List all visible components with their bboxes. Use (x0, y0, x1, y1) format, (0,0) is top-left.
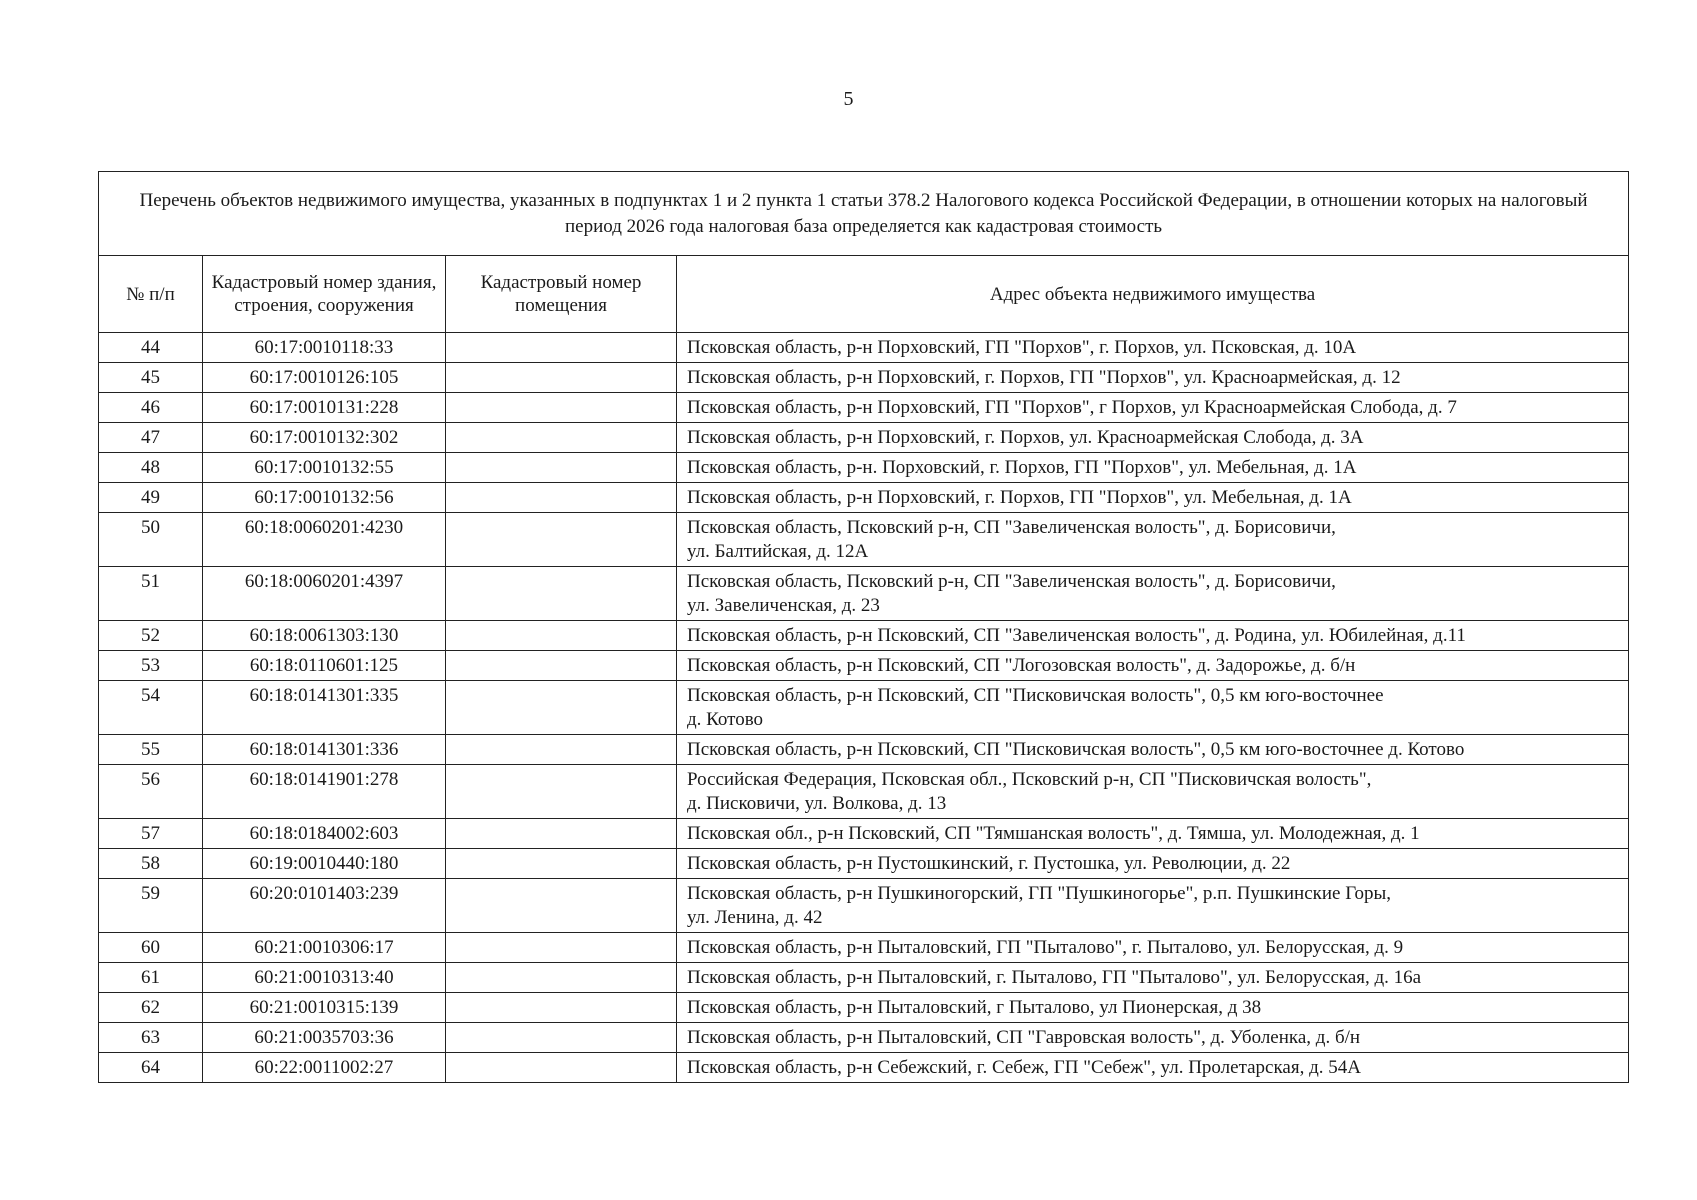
row-number: 44 (99, 333, 203, 363)
room-cadastral-number (446, 993, 677, 1023)
table-row (99, 963, 1629, 993)
room-cadastral-number (446, 1053, 677, 1083)
property-address: Псковская область, р-н Себежский, г. Себеж, ГП "Себеж", ул. Пролетарская, д. 54А (677, 1053, 1629, 1083)
table-row (99, 765, 1629, 819)
table-body (99, 333, 1629, 1083)
row-number: 53 (99, 651, 203, 681)
building-cadastral-number: 60:18:0141901:278 (203, 765, 446, 819)
room-cadastral-number (446, 933, 677, 963)
property-address: Российская Федерация, Псковская обл., Псковский р-н, СП "Писковичская волость", д. Писковичи, ул. Волкова, д. 13 (677, 765, 1629, 819)
row-number: 55 (99, 735, 203, 765)
building-cadastral-number: 60:17:0010126:105 (203, 363, 446, 393)
row-number: 60 (99, 933, 203, 963)
property-address: Псковская область, р-н Пустошкинский, г. Пустошка, ул. Революции, д. 22 (677, 849, 1629, 879)
table-row (99, 933, 1629, 963)
building-cadastral-number: 60:17:0010132:56 (203, 483, 446, 513)
building-cadastral-number: 60:21:0010306:17 (203, 933, 446, 963)
room-cadastral-number (446, 333, 677, 363)
table-row (99, 513, 1629, 567)
row-number: 63 (99, 1023, 203, 1053)
property-address: Псковская область, р-н Пыталовский, СП "Гавровская волость", д. Уболенка, д. б/н (677, 1023, 1629, 1053)
room-cadastral-number (446, 1023, 677, 1053)
table-row (99, 483, 1629, 513)
header-address: Адрес объекта недвижимого имущества (677, 256, 1629, 333)
room-cadastral-number (446, 879, 677, 933)
property-address: Псковская обл., р-н Псковский, СП "Тямшанская волость", д. Тямша, ул. Молодежная, д. 1 (677, 819, 1629, 849)
table-row (99, 333, 1629, 363)
property-address: Псковская область, р-н Пыталовский, ГП "Пыталово", г. Пыталово, ул. Белорусская, д. 9 (677, 933, 1629, 963)
property-address: Псковская область, р-н Псковский, СП "Логозовская волость", д. Задорожье, д. б/н (677, 651, 1629, 681)
building-cadastral-number: 60:21:0010313:40 (203, 963, 446, 993)
property-address: Псковская область, р-н Порховский, г. Порхов, ГП "Порхов", ул. Красноармейская, д. 12 (677, 363, 1629, 393)
property-address: Псковская область, р-н Порховский, ГП "Порхов", г. Порхов, ул. Псковская, д. 10А (677, 333, 1629, 363)
building-cadastral-number: 60:17:0010131:228 (203, 393, 446, 423)
row-number: 64 (99, 1053, 203, 1083)
row-number: 46 (99, 393, 203, 423)
row-number: 52 (99, 621, 203, 651)
row-number: 47 (99, 423, 203, 453)
table-row (99, 621, 1629, 651)
room-cadastral-number (446, 513, 677, 567)
building-cadastral-number: 60:18:0060201:4230 (203, 513, 446, 567)
header-num: № п/п (99, 256, 203, 333)
room-cadastral-number (446, 735, 677, 765)
row-number: 45 (99, 363, 203, 393)
building-cadastral-number: 60:20:0101403:239 (203, 879, 446, 933)
row-number: 49 (99, 483, 203, 513)
property-register-table (98, 171, 1629, 1083)
building-cadastral-number: 60:18:0061303:130 (203, 621, 446, 651)
room-cadastral-number (446, 621, 677, 651)
row-number: 56 (99, 765, 203, 819)
table-row (99, 393, 1629, 423)
table-caption: Перечень объектов недвижимого имущества, указанных в подпунктах 1 и 2 пункта 1 статьи 378.2 Налогового кодекса Российской Федерации, в отношении которых на налоговый период 2026 года налоговая база определяется как кадастровая стоимость (99, 172, 1629, 256)
room-cadastral-number (446, 483, 677, 513)
building-cadastral-number: 60:18:0141301:336 (203, 735, 446, 765)
room-cadastral-number (446, 849, 677, 879)
table-row (99, 993, 1629, 1023)
table-row (99, 735, 1629, 765)
table-row (99, 363, 1629, 393)
room-cadastral-number (446, 963, 677, 993)
building-cadastral-number: 60:17:0010118:33 (203, 333, 446, 363)
building-cadastral-number: 60:22:0011002:27 (203, 1053, 446, 1083)
property-address: Псковская область, р-н Псковский, СП "Завеличенская волость", д. Родина, ул. Юбилейная, д.11 (677, 621, 1629, 651)
page-number: 5 (843, 88, 854, 110)
header-room-cadastral: Кадастровый номер помещения (446, 256, 677, 333)
property-address: Псковская область, р-н. Порховский, г. Порхов, ГП "Порхов", ул. Мебельная, д. 1А (677, 453, 1629, 483)
property-address: Псковская область, р-н Порховский, ГП "Порхов", г Порхов, ул Красноармейская Слобода, д. 7 (677, 393, 1629, 423)
building-cadastral-number: 60:18:0060201:4397 (203, 567, 446, 621)
row-number: 61 (99, 963, 203, 993)
building-cadastral-number: 60:18:0184002:603 (203, 819, 446, 849)
table-row (99, 879, 1629, 933)
property-address: Псковская область, Псковский р-н, СП "Завеличенская волость", д. Борисовичи, ул. Балтийская, д. 12А (677, 513, 1629, 567)
room-cadastral-number (446, 453, 677, 483)
building-cadastral-number: 60:21:0010315:139 (203, 993, 446, 1023)
room-cadastral-number (446, 765, 677, 819)
table-row (99, 651, 1629, 681)
building-cadastral-number: 60:18:0110601:125 (203, 651, 446, 681)
property-address: Псковская область, р-н Порховский, г. Порхов, ГП "Порхов", ул. Мебельная, д. 1А (677, 483, 1629, 513)
table-row (99, 819, 1629, 849)
row-number: 58 (99, 849, 203, 879)
room-cadastral-number (446, 393, 677, 423)
property-address: Псковская область, р-н Порховский, г. Порхов, ул. Красноармейская Слобода, д. 3А (677, 423, 1629, 453)
building-cadastral-number: 60:21:0035703:36 (203, 1023, 446, 1053)
header-building-cadastral: Кадастровый номер здания, строения, сооружения (203, 256, 446, 333)
property-address: Псковская область, р-н Псковский, СП "Писковичская волость", 0,5 км юго-восточнее д. Котово (677, 681, 1629, 735)
room-cadastral-number (446, 423, 677, 453)
room-cadastral-number (446, 681, 677, 735)
table-row (99, 681, 1629, 735)
row-number: 57 (99, 819, 203, 849)
property-address: Псковская область, р-н Пыталовский, г. Пыталово, ГП "Пыталово", ул. Белорусская, д. 16а (677, 963, 1629, 993)
table-row (99, 849, 1629, 879)
property-address: Псковская область, р-н Пушкиногорский, ГП "Пушкиногорье", р.п. Пушкинские Горы, ул. Ленина, д. 42 (677, 879, 1629, 933)
room-cadastral-number (446, 651, 677, 681)
row-number: 51 (99, 567, 203, 621)
row-number: 48 (99, 453, 203, 483)
table-row (99, 453, 1629, 483)
building-cadastral-number: 60:19:0010440:180 (203, 849, 446, 879)
room-cadastral-number (446, 567, 677, 621)
building-cadastral-number: 60:18:0141301:335 (203, 681, 446, 735)
property-address: Псковская область, Псковский р-н, СП "Завеличенская волость", д. Борисовичи, ул. Завеличенская, д. 23 (677, 567, 1629, 621)
property-address: Псковская область, р-н Псковский, СП "Писковичская волость", 0,5 км юго-восточнее д. Котово (677, 735, 1629, 765)
row-number: 62 (99, 993, 203, 1023)
building-cadastral-number: 60:17:0010132:302 (203, 423, 446, 453)
property-address: Псковская область, р-н Пыталовский, г Пыталово, ул Пионерская, д 38 (677, 993, 1629, 1023)
room-cadastral-number (446, 819, 677, 849)
table-row (99, 1023, 1629, 1053)
row-number: 50 (99, 513, 203, 567)
table-row (99, 567, 1629, 621)
table-row (99, 1053, 1629, 1083)
table-row (99, 423, 1629, 453)
building-cadastral-number: 60:17:0010132:55 (203, 453, 446, 483)
row-number: 54 (99, 681, 203, 735)
row-number: 59 (99, 879, 203, 933)
room-cadastral-number (446, 363, 677, 393)
